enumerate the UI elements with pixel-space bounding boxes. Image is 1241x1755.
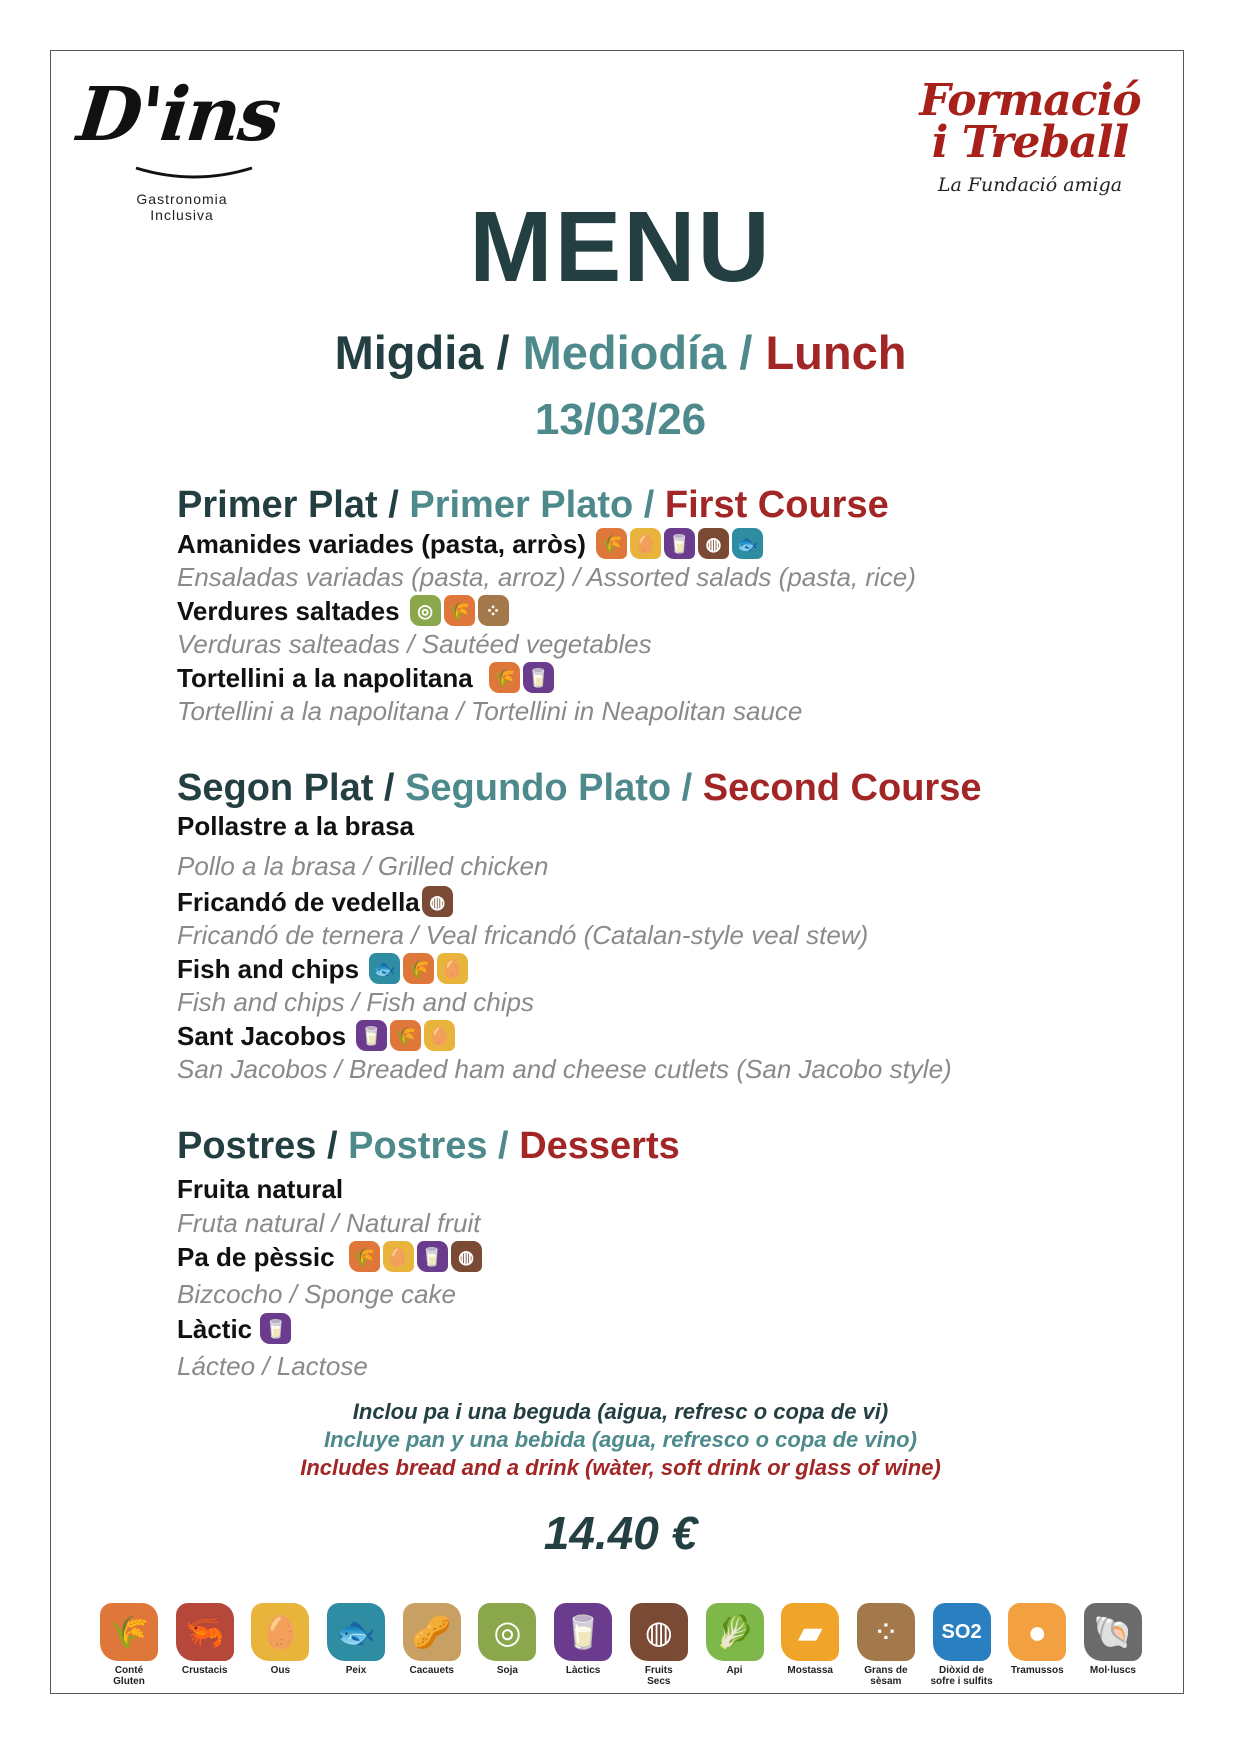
dish-item (177, 886, 453, 917)
heading-es: Segundo Plato (405, 767, 672, 809)
note-es: Incluye pan y una bebida (agua, refresco o copa de vino) (324, 1427, 917, 1452)
dins-wordmark: D'ins (73, 72, 283, 158)
wheat-icon: 🌾 (390, 1020, 421, 1051)
legend-item (550, 1603, 616, 1687)
legend-item (702, 1603, 768, 1687)
dish-translation: Fruta natural / Natural fruit (177, 1208, 481, 1238)
dish-name: Làctic (177, 1313, 253, 1344)
fish-icon: 🐟 (369, 953, 400, 984)
egg-icon: 🥚 (630, 528, 661, 559)
note-ca: Inclou pa i una beguda (aigua, refresc o copa de vi) (352, 1399, 889, 1424)
legend-label: Grans de sèsam (864, 1665, 908, 1687)
dish-name: Pollastre a la brasa (177, 811, 415, 841)
dins-tagline-1: Gastronomia (136, 191, 228, 207)
heading-sep: / (487, 1125, 520, 1167)
menu-date: 13/03/26 (534, 395, 707, 444)
legend-item (853, 1603, 919, 1687)
dish-item (177, 953, 468, 984)
lupin-icon: ● (1008, 1603, 1066, 1661)
section-heading (177, 483, 1117, 527)
dish-item (177, 662, 554, 693)
shrimp-icon: 🦐 (176, 1603, 234, 1661)
milk-icon: 🥛 (356, 1020, 387, 1051)
wheat-icon: 🌾 (596, 528, 627, 559)
so2-icon: SO2 (933, 1603, 991, 1661)
dish-name: Fricandó de vedella (177, 886, 420, 917)
subtitle-ca: Migdia (334, 326, 484, 379)
wheat-icon: 🌾 (403, 953, 434, 984)
legend-label: Peix (345, 1665, 367, 1676)
note-en: Includes bread and a drink (wàter, soft drink or glass of wine) (300, 1455, 941, 1480)
sesame-icon: ⁘ (857, 1603, 915, 1661)
subtitle-sep: / (483, 326, 523, 379)
subtitle-es: Mediodía (522, 326, 727, 379)
egg-icon: 🥚 (251, 1603, 309, 1661)
heading-sep: / (377, 484, 410, 526)
legend-label: Fruits Secs (644, 1665, 673, 1687)
dish-translation: Fish and chips / Fish and chips (177, 987, 534, 1017)
allergen-legend (96, 1603, 1146, 1687)
milk-icon: 🥛 (664, 528, 695, 559)
dish-translation: Lácteo / Lactose (177, 1351, 368, 1381)
dish-name: Amanides variades (pasta, arròs) (177, 528, 586, 559)
heading-sep: / (373, 767, 406, 809)
allergen-icons (369, 953, 468, 984)
legend-label: Diòxid de sofre i sulfits (930, 1665, 993, 1687)
section-second-course (177, 766, 1117, 1084)
allergen-icons (260, 1313, 291, 1344)
wheat-icon: 🌾 (489, 662, 520, 693)
legend-item (172, 1603, 238, 1687)
legend-label: Soja (496, 1665, 518, 1676)
allergen-icons (596, 528, 763, 559)
dish-item (177, 811, 414, 841)
dish-name: Fruita natural (177, 1174, 344, 1204)
heading-ca: Primer Plat (177, 484, 378, 526)
legend-item (929, 1603, 995, 1687)
shell-icon: 🐚 (1084, 1603, 1142, 1661)
legend-item (96, 1603, 162, 1687)
dish-translation: Ensaladas variadas (pasta, arroz) / Assorted salads (pasta, rice) (177, 562, 916, 592)
ft-line-2: i Treball (931, 117, 1129, 168)
heading-es: Postres (348, 1125, 488, 1167)
celery-icon: 🥬 (706, 1603, 764, 1661)
allergen-icons (356, 1020, 455, 1051)
subtitle-sep: / (726, 326, 766, 379)
dish-translation: San Jacobos / Breaded ham and cheese cutlets (San Jacobo style) (177, 1054, 952, 1084)
peanut-icon: 🥜 (403, 1603, 461, 1661)
heading-ca: Postres (177, 1125, 317, 1167)
nut-icon: ◍ (451, 1241, 482, 1272)
dish-item (177, 528, 763, 559)
legend-item (1080, 1603, 1146, 1687)
legend-label: Api (726, 1665, 743, 1676)
soy-icon: ◎ (478, 1603, 536, 1661)
allergen-icons (422, 886, 453, 917)
legend-label: Ous (270, 1665, 291, 1676)
dish-name: Fish and chips (177, 953, 360, 984)
dins-tagline-2: Inclusiva (150, 207, 214, 223)
dish-translation: Bizcocho / Sponge cake (177, 1279, 456, 1309)
mustard-icon: ▰ (781, 1603, 839, 1661)
menu-title: MENU (469, 191, 772, 303)
nut-icon: ◍ (422, 886, 453, 917)
dish-translation: Pollo a la brasa / Grilled chicken (177, 851, 549, 881)
section-heading (177, 766, 1117, 810)
dish-name: Pa de pèssic (177, 1241, 335, 1272)
legend-label: Mostassa (787, 1665, 833, 1676)
meal-subtitle (0, 325, 1241, 380)
section-desserts (177, 1124, 1117, 1381)
legend-item (1004, 1603, 1070, 1687)
wheat-icon: 🌾 (100, 1603, 158, 1661)
dish-name: Verdures saltades (177, 595, 400, 626)
milk-icon: 🥛 (260, 1313, 291, 1344)
sesame-icon: ⁘ (478, 595, 509, 626)
dish-item (177, 1174, 343, 1204)
heading-en: Second Course (702, 767, 982, 809)
heading-es: Primer Plato (409, 484, 634, 526)
heading-en: First Course (664, 484, 889, 526)
legend-item (626, 1603, 692, 1687)
allergen-icons (349, 1241, 482, 1272)
legend-item (323, 1603, 389, 1687)
heading-ca: Segon Plat (177, 767, 374, 809)
heading-sep: / (671, 767, 703, 809)
dish-translation: Verduras salteadas / Sautéed vegetables (177, 629, 652, 659)
legend-label: Tramussos (1010, 1665, 1064, 1676)
milk-icon: 🥛 (417, 1241, 448, 1272)
section-heading (177, 1124, 1117, 1168)
dish-name: Sant Jacobos (177, 1020, 347, 1051)
legend-item (474, 1603, 540, 1687)
fish-icon: 🐟 (327, 1603, 385, 1661)
milk-icon: 🥛 (554, 1603, 612, 1661)
legend-label: Cacauets (409, 1665, 454, 1676)
milk-icon: 🥛 (523, 662, 554, 693)
dish-translation: Fricandó de ternera / Veal fricandó (Catalan-style veal stew) (177, 920, 869, 950)
dish-item (177, 1020, 455, 1051)
dish-name: Tortellini a la napolitana (177, 662, 473, 693)
legend-item (247, 1603, 313, 1687)
legend-item (777, 1603, 843, 1687)
wheat-icon: 🌾 (349, 1241, 380, 1272)
legend-item (399, 1603, 465, 1687)
allergen-icons (489, 662, 554, 693)
section-first-course (177, 483, 1117, 726)
soy-icon: ◎ (410, 595, 441, 626)
nut-icon: ◍ (630, 1603, 688, 1661)
dish-item (177, 595, 509, 626)
legend-label: Làctics (565, 1665, 601, 1676)
heading-sep: / (316, 1125, 349, 1167)
legend-label: Conté Gluten (113, 1665, 145, 1687)
nut-icon: ◍ (698, 528, 729, 559)
heading-sep: / (633, 484, 665, 526)
egg-icon: 🥚 (383, 1241, 414, 1272)
allergen-icons (410, 595, 509, 626)
fish-icon: 🐟 (732, 528, 763, 559)
dish-item (177, 1313, 291, 1344)
ft-line-1: Formació (919, 75, 1141, 126)
smile-curve-icon (134, 164, 254, 184)
dish-item (177, 1241, 482, 1272)
egg-icon: 🥚 (437, 953, 468, 984)
ft-tagline: La Fundació amiga (937, 174, 1123, 196)
egg-icon: 🥚 (424, 1020, 455, 1051)
subtitle-en: Lunch (765, 326, 907, 379)
wheat-icon: 🌾 (444, 595, 475, 626)
heading-en: Desserts (519, 1125, 680, 1167)
dish-translation: Tortellini a la napolitana / Tortellini in Neapolitan sauce (177, 696, 803, 726)
legend-label: Mol·luscs (1089, 1665, 1136, 1676)
legend-label: Crustacis (181, 1665, 228, 1676)
menu-price: 14.40 € (543, 1507, 698, 1559)
